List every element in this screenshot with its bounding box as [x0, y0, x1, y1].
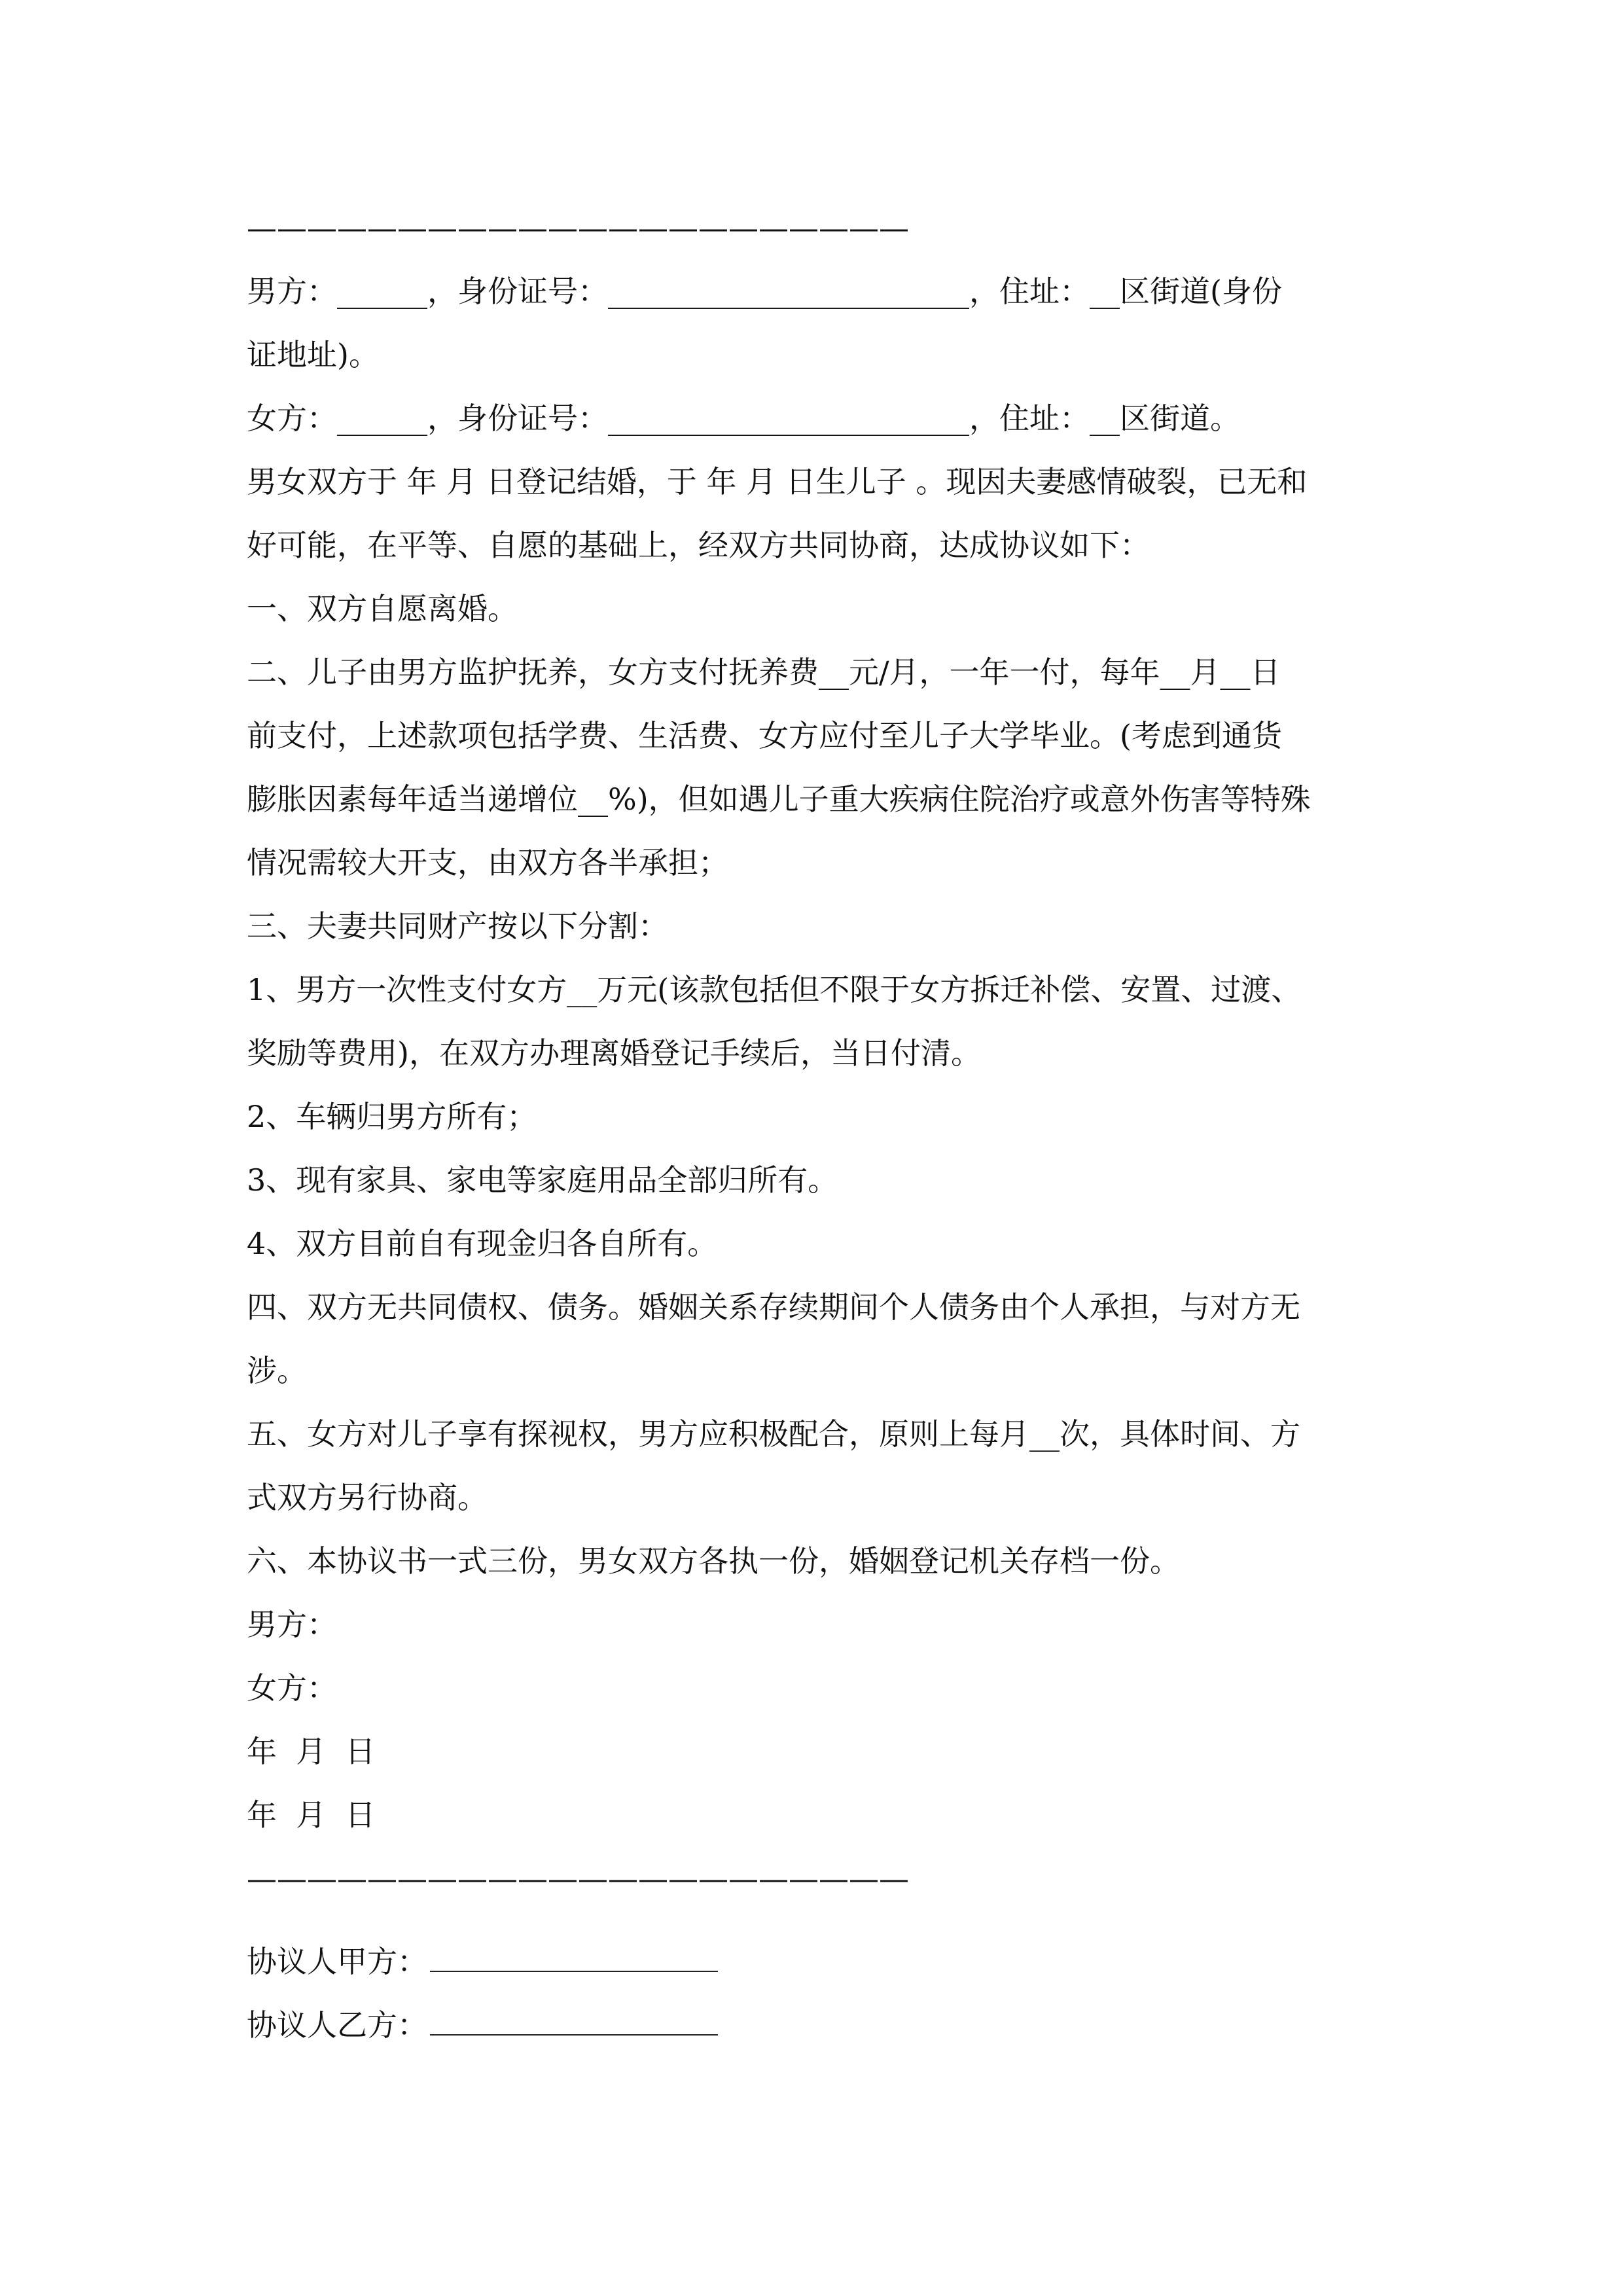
clause-3-item-2: 2、车辆归男方所有； — [247, 1099, 537, 1134]
top-separator: —————————————————————— — [247, 210, 909, 245]
party-b-line — [247, 1994, 1379, 2057]
clause-2-line-2: 前支付，上述款项包括学费、生活费、女方应付至儿子大学毕业。(考虑到通货 — [247, 718, 1282, 753]
party-a-label: 协议人甲方： — [247, 1944, 427, 1979]
spacer — [247, 1910, 1379, 1930]
bottom-separator: —————————————————————— — [247, 1861, 909, 1896]
clause-3-item-3: 3、现有家具、家电等家庭用品全部归所有。 — [247, 1162, 838, 1198]
female-info-line: 女方：______，身份证号：________________________，住址：__区街道。 — [247, 401, 1240, 436]
signature-male: 男方： — [247, 1607, 337, 1642]
signature-date-1: 年 月 日 — [247, 1734, 376, 1769]
intro-line-2: 好可能，在平等、自愿的基础上，经双方共同协商，达成协议如下： — [247, 528, 1150, 563]
party-a-line — [247, 1930, 1379, 1994]
signature-date-2: 年 月 日 — [247, 1797, 376, 1833]
clause-2-line-4: 情况需较大开支，由双方各半承担； — [247, 845, 728, 880]
clause-2-line-3: 膨胀因素每年适当递增位__%)，但如遇儿子重大疾病住院治疗或意外伤害等特殊 — [247, 781, 1311, 817]
clause-4-line-2: 涉。 — [247, 1353, 307, 1388]
clause-3-item-1-line-2: 奖励等费用)，在双方办理离婚登记手续后，当日付清。 — [247, 1035, 981, 1071]
intro-line-1: 男女双方于 年 月 日登记结婚，于 年 月 日生儿子 。现因夫妻感情破裂，已无和 — [247, 464, 1308, 499]
clause-4-line-1: 四、双方无共同债权、债务。婚姻关系存续期间个人债务由个人承担，与对方无 — [247, 1289, 1300, 1325]
clause-5-line-1: 五、女方对儿子享有探视权，男方应积极配合，原则上每月__次，具体时间、方 — [247, 1416, 1300, 1452]
clause-3: 三、夫妻共同财产按以下分割： — [247, 908, 668, 944]
clause-1: 一、双方自愿离婚。 — [247, 591, 518, 626]
clause-6: 六、本协议书一式三份，男女双方各执一份，婚姻登记机关存档一份。 — [247, 1543, 1180, 1579]
male-info-line-1: 男方：______，身份证号：________________________，住址：__区街道(身份 — [247, 274, 1282, 309]
signature-female: 女方： — [247, 1670, 337, 1706]
clause-3-item-4: 4、双方目前自有现金归各自所有。 — [247, 1226, 718, 1261]
party-b-blank — [430, 2004, 718, 2036]
document-body — [247, 196, 1379, 2057]
party-b-label: 协议人乙方： — [247, 2007, 427, 2043]
clause-2-line-1: 二、儿子由男方监护抚养，女方支付抚养费__元/月，一年一付，每年__月__日 — [247, 655, 1281, 690]
clause-5-line-2: 式双方另行协商。 — [247, 1480, 488, 1515]
party-a-blank — [430, 1941, 718, 1972]
clause-3-item-1-line-1: 1、男方一次性支付女方__万元(该款包括但不限于女方拆迁补偿、安置、过渡、 — [247, 972, 1302, 1007]
male-info-line-2: 证地址)。 — [247, 337, 379, 372]
